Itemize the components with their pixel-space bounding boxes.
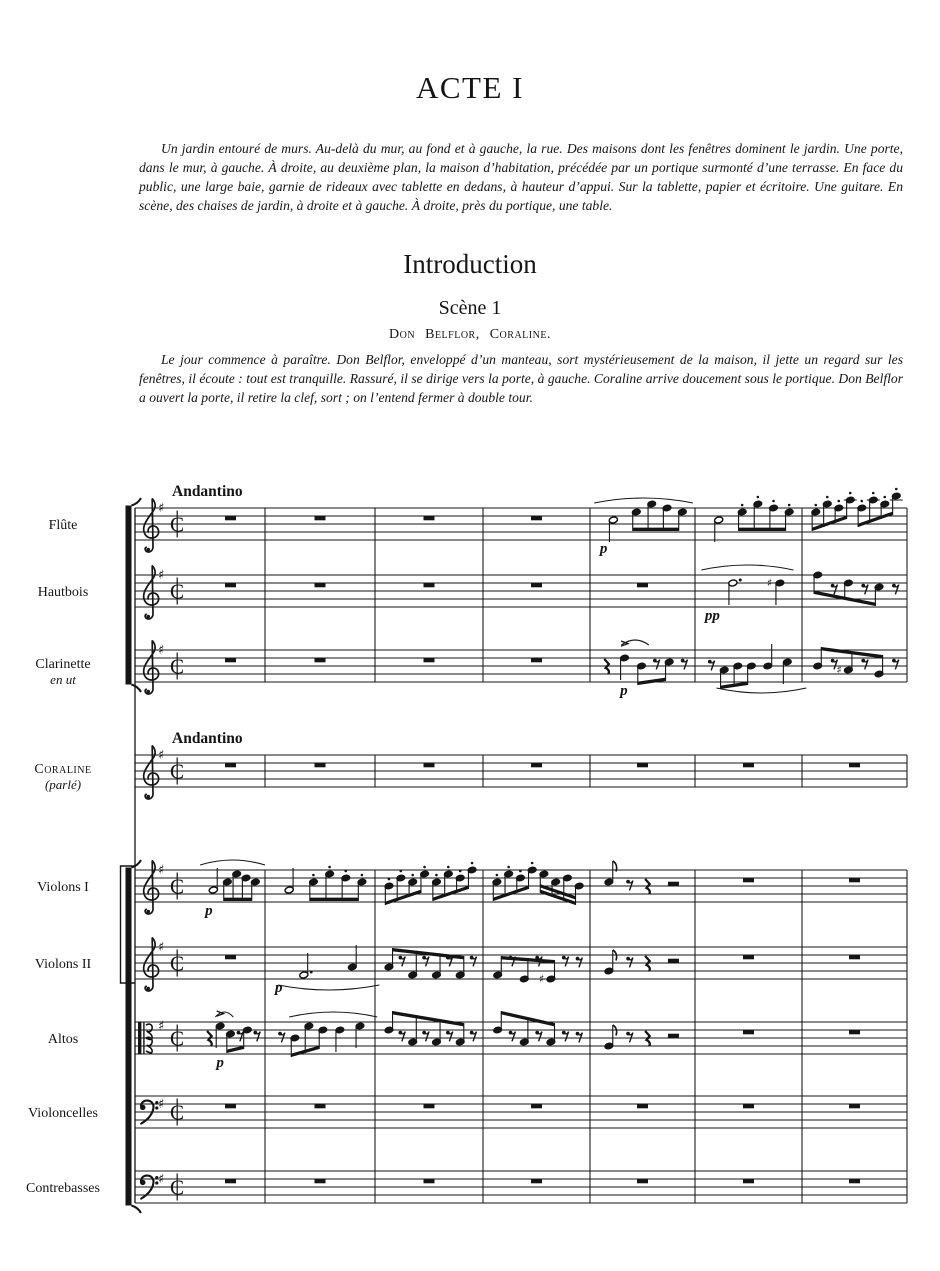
svg-text:Altos: Altos — [47, 1032, 79, 1047]
tempo-marking: Andantino — [172, 730, 243, 747]
measure-2 — [273, 945, 379, 996]
svg-text:♯: ♯ — [158, 1097, 165, 1112]
svg-text:♯: ♯ — [766, 576, 773, 590]
winds-bracket — [126, 506, 132, 685]
measure-3 — [384, 862, 477, 905]
svg-text:♯: ♯ — [538, 972, 545, 986]
svg-text:pp: pp — [704, 608, 720, 624]
staff-coraline — [34, 730, 907, 799]
measure-7 — [849, 878, 860, 882]
measure-5 — [637, 763, 648, 767]
staff-label-violons-1 — [37, 880, 89, 895]
svg-text:C: C — [170, 579, 185, 604]
measure-7 — [849, 1104, 860, 1108]
measure-6 — [743, 878, 754, 882]
measure-7 — [849, 1030, 860, 1034]
staff-label-violons-2 — [35, 957, 92, 972]
measure-7 — [849, 955, 860, 959]
svg-text:♯: ♯ — [158, 940, 165, 955]
measure-1 — [225, 763, 236, 767]
measure-2 — [315, 763, 326, 767]
staff-altos — [48, 1011, 907, 1071]
measure-3 — [424, 583, 435, 587]
measure-1 — [225, 658, 236, 662]
measure-6 — [743, 1179, 754, 1183]
staff-label-clarinette — [35, 657, 90, 687]
svg-text:C: C — [170, 759, 185, 784]
measure-6 — [743, 1030, 754, 1034]
measure-7 — [849, 763, 860, 767]
svg-text:C: C — [170, 874, 185, 899]
svg-text:♯: ♯ — [158, 568, 165, 583]
measure-1 — [225, 583, 236, 587]
measure-4 — [531, 658, 542, 662]
measure-4 — [531, 1104, 542, 1108]
act-title: ACTE I — [415, 70, 524, 105]
staff-violons-1 — [37, 860, 907, 919]
treble-clef-icon — [144, 499, 159, 552]
svg-text:p: p — [599, 541, 608, 557]
tempo-marking: Andantino — [172, 483, 243, 500]
scene-characters: Don Belflor, Coraline. — [389, 327, 551, 342]
stage-direction-2: Le jour commence à paraître. Don Belflor, enveloppé d’un manteau, sort mystérieusement de la maison, il jette un regard sur les fenêtres, il écoute : tout est tranquille. Rassuré, il se dirige vers la porte, à gauche. Coraline arrive doucement sous le portique. Don Belflor a ouvert la porte, il retire la clef, sort ; on l’entend fermer à double tour. — [139, 352, 903, 405]
staff-hautbois — [38, 565, 907, 624]
svg-text:♯: ♯ — [158, 748, 165, 763]
measure-1 — [225, 1104, 236, 1108]
measure-2 — [315, 1104, 326, 1108]
svg-text:♯: ♯ — [158, 863, 165, 878]
measure-3 — [424, 763, 435, 767]
measure-6 — [708, 644, 806, 693]
measure-4 — [531, 1179, 542, 1183]
svg-text:Hautbois: Hautbois — [37, 585, 89, 600]
measure-1 — [225, 955, 236, 959]
strings-bracket — [126, 868, 132, 1206]
staff-violons-2 — [35, 938, 907, 996]
measure-2 — [284, 866, 366, 901]
measure-7 — [811, 488, 903, 531]
staff-violoncelles — [28, 1096, 907, 1128]
treble-clef-icon — [144, 746, 159, 799]
svg-text:Violoncelles: Violoncelles — [28, 1106, 98, 1121]
staff-label-contrebasses — [26, 1181, 100, 1196]
svg-text:Clarinette: Clarinette — [35, 657, 91, 672]
svg-text:♯: ♯ — [158, 643, 165, 658]
staff-label-hautbois — [38, 585, 89, 600]
measure-2 — [315, 1179, 326, 1183]
svg-text:Violons I: Violons I — [37, 880, 89, 895]
svg-text:C: C — [170, 512, 185, 537]
stage-direction-1: Un jardin entouré de murs. Au-delà du mur, au fond et à gauche, la rue. Des maisons dont les fenêtres dominent le jardin. Une porte, dans le mur, à gauche. À droite, au deuxième plan, la maison d’habitation, précédée par un portique surmonté d’une terrasse. En face du public, une large baie, garnie de rideaux avec tablette en dedans, à hauteur d’appui. Sur la tablette, papier et écritoire. Une guitare. En scène, des chaises de jardin, à droite et à gauche. À droite, près du portique, une table. — [139, 141, 903, 213]
measure-6 — [743, 763, 754, 767]
measure-3 — [384, 1011, 476, 1046]
scene-heading: Scène 1 — [438, 297, 502, 319]
svg-text:C: C — [170, 951, 185, 976]
measure-7 — [813, 571, 899, 606]
measure-7 — [813, 647, 899, 678]
measure-6 — [743, 1104, 754, 1108]
measure-1 — [207, 1011, 260, 1071]
svg-text:♯: ♯ — [158, 1172, 165, 1187]
measure-3 — [424, 1179, 435, 1183]
svg-text:p: p — [274, 980, 283, 996]
staff-label-altos — [48, 1032, 78, 1047]
measure-1 — [225, 1179, 236, 1183]
treble-clef-icon — [144, 938, 159, 991]
measure-2 — [315, 658, 326, 662]
staff-label-flute — [49, 518, 78, 533]
svg-text:Flûte: Flûte — [48, 518, 78, 533]
measure-5 — [637, 1104, 648, 1108]
svg-text:p: p — [216, 1055, 224, 1071]
staff-contrebasses — [26, 1171, 907, 1203]
svg-text:en ut: en ut — [50, 672, 76, 687]
treble-clef-icon — [144, 641, 159, 694]
measure-3 — [424, 658, 435, 662]
measure-5 — [604, 861, 679, 894]
svg-text:Coraline: Coraline — [34, 762, 92, 777]
measure-6 — [701, 565, 793, 624]
staff-label-violoncelles — [28, 1106, 98, 1121]
svg-text:(parlé): (parlé) — [44, 777, 82, 792]
movement-title: Introduction — [403, 249, 537, 279]
measure-1 — [200, 860, 265, 919]
svg-text:p: p — [205, 903, 213, 919]
svg-text:C: C — [170, 1026, 185, 1051]
svg-text:C: C — [170, 1175, 185, 1200]
svg-text:C: C — [170, 654, 185, 679]
measure-1 — [225, 516, 236, 520]
svg-text:Violons II: Violons II — [34, 957, 92, 972]
measure-4 — [531, 583, 542, 587]
measure-4 — [531, 516, 542, 520]
measure-5 — [604, 640, 687, 699]
staff-label-coraline — [34, 762, 91, 792]
svg-text:♯: ♯ — [158, 1019, 165, 1034]
measure-3 — [424, 516, 435, 520]
measure-4 — [492, 862, 584, 905]
measure-2 — [278, 1012, 377, 1057]
measure-4 — [531, 763, 542, 767]
measure-4 — [493, 1011, 582, 1046]
measure-6 — [714, 496, 794, 542]
svg-text:p: p — [620, 683, 628, 699]
staff-flute — [49, 483, 907, 557]
measure-5 — [594, 498, 693, 557]
measure-5 — [637, 583, 648, 587]
measure-7 — [849, 1179, 860, 1183]
treble-clef-icon — [144, 566, 159, 619]
svg-text:♯: ♯ — [836, 663, 842, 677]
treble-clef-icon — [144, 861, 159, 914]
measure-3 — [424, 1104, 435, 1108]
svg-text:Contrebasses: Contrebasses — [26, 1181, 100, 1196]
svg-text:♯: ♯ — [158, 501, 165, 516]
measure-6 — [743, 955, 754, 959]
staff-clarinette — [35, 640, 907, 699]
measure-5 — [637, 1179, 648, 1183]
measure-2 — [315, 516, 326, 520]
measure-2 — [315, 583, 326, 587]
svg-text:C: C — [170, 1100, 185, 1125]
